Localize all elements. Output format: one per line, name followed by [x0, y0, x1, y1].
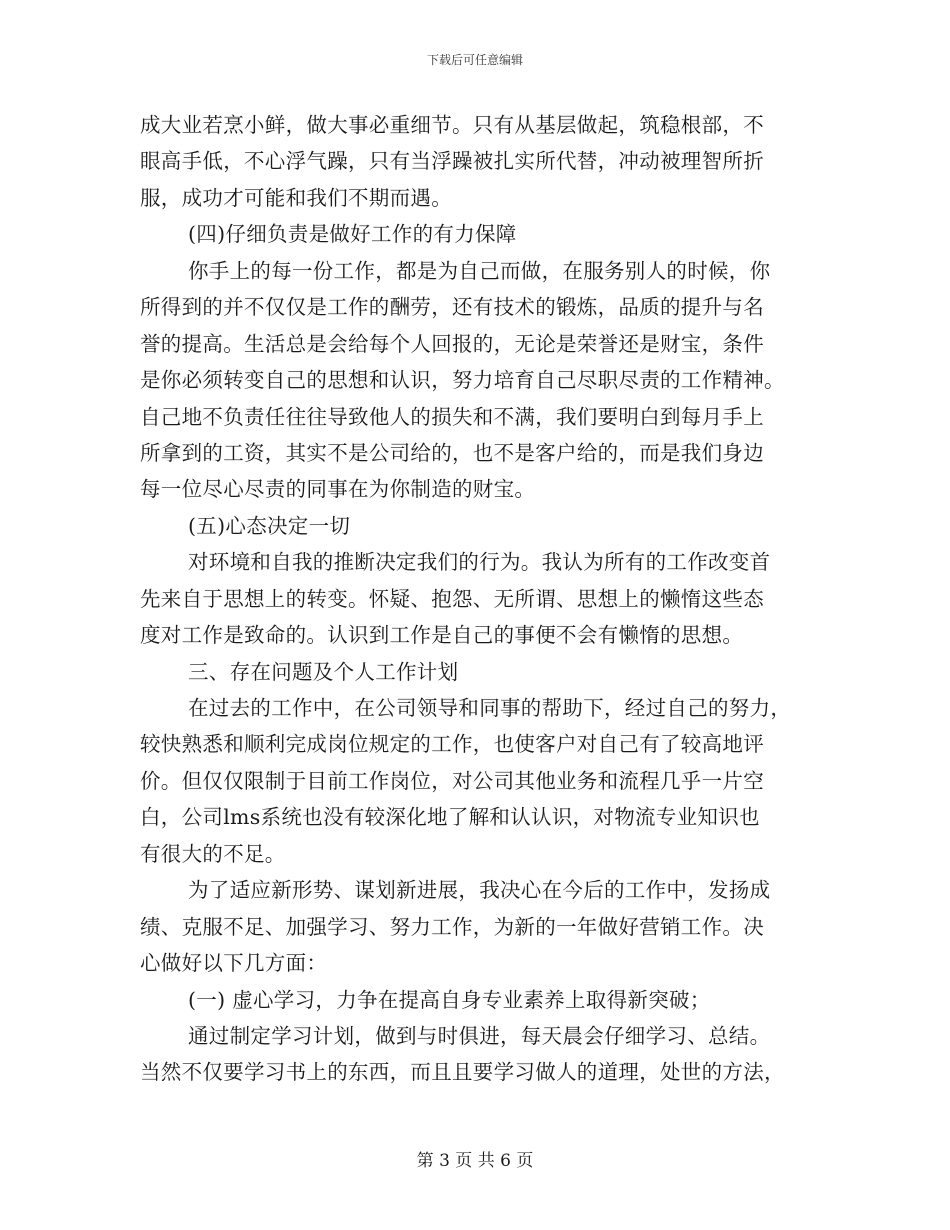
text-line: 通过制定学习计划，做到与时俱进，每天晨会仔细学习、总结。 [188, 1023, 771, 1048]
document-body [140, 107, 820, 1091]
text-line: 为了适应新形势、谋划新进展，我决心在今后的工作中，发扬成 [188, 878, 771, 903]
page-footer: 第 3 页 共 6 页 [416, 1151, 534, 1171]
text-line: 较快熟悉和顺利完成岗位规定的工作，也使客户对自己有了较高地评 [140, 732, 764, 757]
text-line: 绩、克服不足、加强学习、努力工作，为新的一年做好营销工作。决 [140, 914, 764, 939]
text-line: 对环境和自我的推断决定我们的行为。我认为所有的工作改变首 [188, 550, 771, 575]
text-line: 你手上的每一份工作，都是为自己而做，在服务别人的时候，你 [188, 258, 771, 283]
text-line: 自己地不负责任往往导致他人的损失和不满，我们要明白到每月手上 [140, 404, 764, 429]
text-line: 誉的提高。生活总是会给每个人回报的，无论是荣誉还是财宝，条件 [140, 331, 764, 356]
text-line: 眼高手低，不心浮气躁，只有当浮躁被扎实所代替，冲动被理智所折 [140, 149, 764, 174]
text-line: 成大业若烹小鲜，做大事必重细节。只有从基层做起，筑稳根部，不 [140, 113, 764, 137]
text-line: 所拿到的工资，其实不是公司给的，也不是客户给的，而是我们身边 [140, 440, 764, 465]
text-line: 在过去的工作中，在公司领导和同事的帮助下，经过自己的努力， [188, 696, 792, 720]
text-line: 先来自于思想上的转变。怀疑、抱怨、无所谓、思想上的懒惰这些态 [140, 586, 764, 611]
text-line: 有很大的不足。 [140, 841, 286, 866]
text-line: 白，公司lms系统也没有较深化地了解和认认识，对物流专业知识也 [140, 805, 760, 830]
page-header: 下载后可任意编辑 [426, 53, 523, 67]
text-line: 价。但仅仅限制于目前工作岗位，对公司其他业务和流程几乎一片空 [140, 768, 764, 793]
text-line: 服，成功才可能和我们不期而遇。 [140, 185, 452, 210]
text-line: 心做好以下几方面： [140, 951, 328, 976]
text-line: 所得到的并不仅仅是工作的酬劳，还有技术的锻炼，品质的提升与名 [140, 295, 764, 320]
text-line: (四)仔细负责是做好工作的有力保障 [188, 222, 517, 247]
text-line: (五)心态决定一切 [188, 513, 351, 538]
text-line: 是你必须转变自己的思想和认识，努力培育自己尽职尽责的工作精神。 [140, 368, 785, 393]
text-line: 当然不仅要学习书上的东西，而且且要学习做人的道理，处世的方法， [140, 1060, 785, 1085]
text-line: (一) 虚心学习，力争在提高自身专业素养上取得新突破； [188, 987, 711, 1012]
text-line: 度对工作是致命的。认识到工作是自己的事便不会有懒惰的思想。 [140, 623, 744, 648]
text-line: 每一位尽心尽责的同事在为你制造的财宝。 [140, 477, 536, 502]
text-line: 三、存在问题及个人工作计划 [188, 659, 459, 684]
